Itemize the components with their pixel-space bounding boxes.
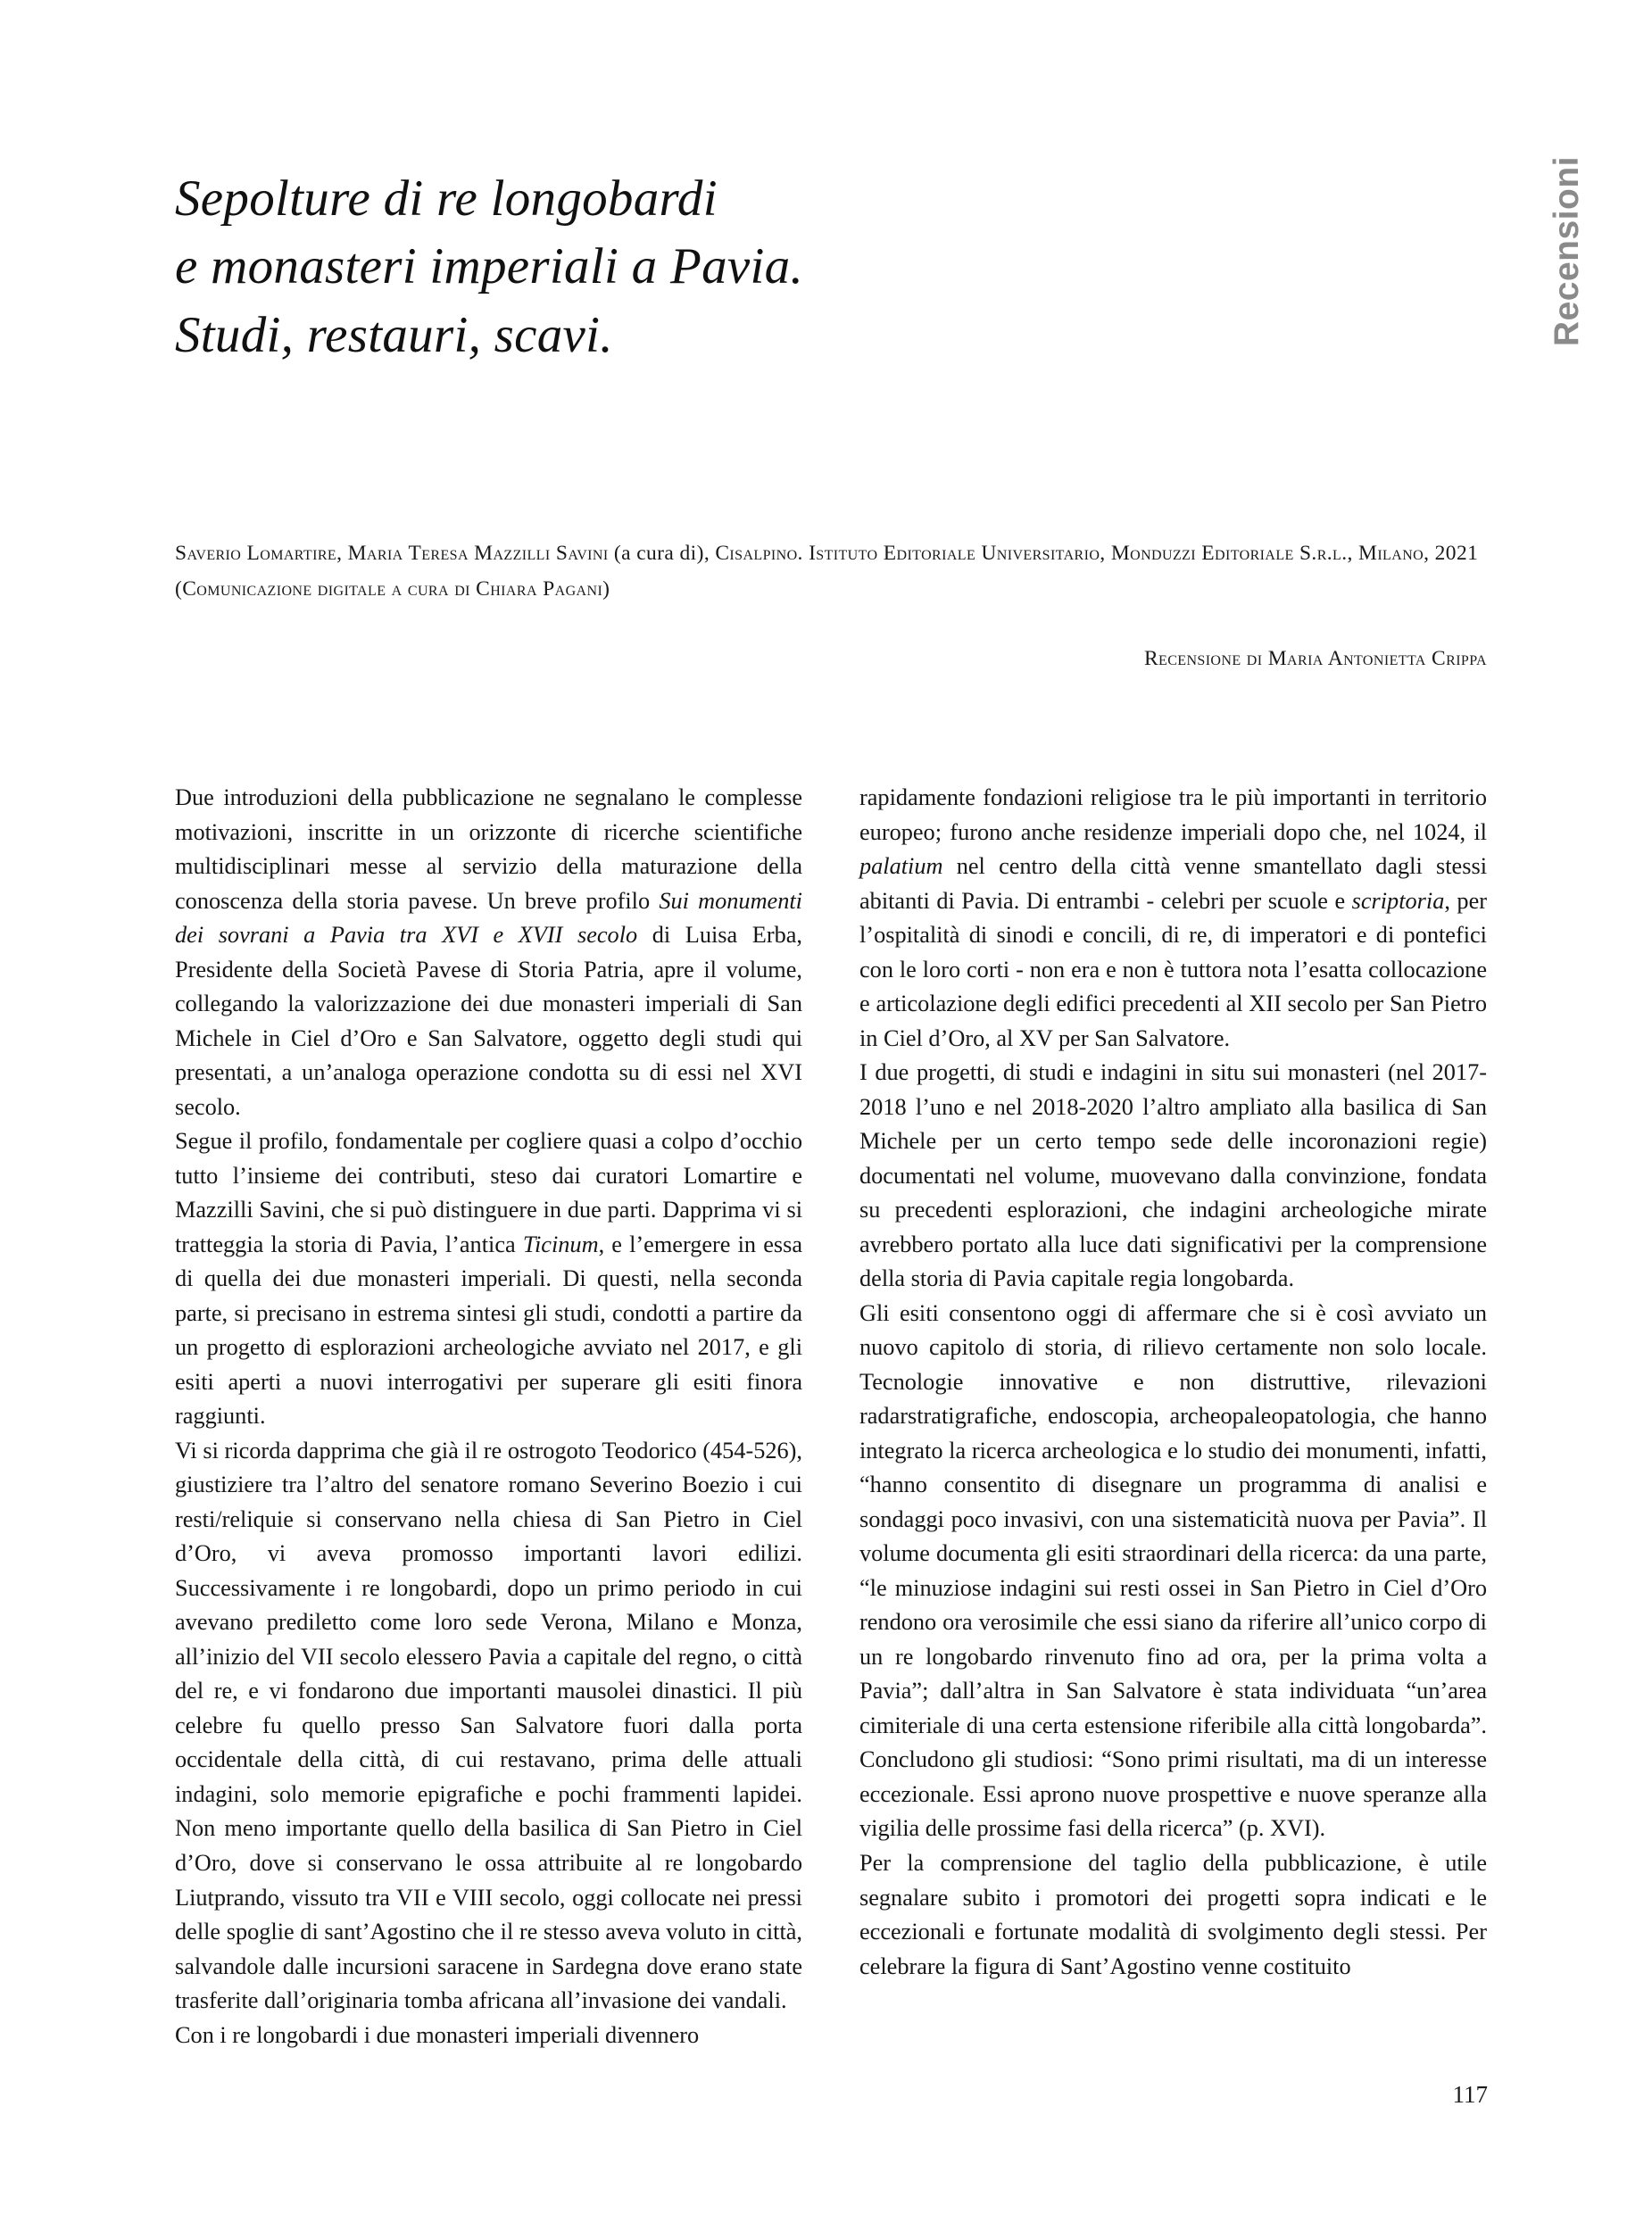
section-tab-label: Recensioni <box>1548 156 1586 347</box>
paragraph: Vi si ricorda dapprima che già il re ostrogoto Teodorico (454-526), giustiziere tra l’altro del senatore romano Severino Boezio i cui resti/reliquie si conservano nella chiesa di San Pietro in Ciel d’Oro, vi aveva promosso importanti lavori edilizi. Successivamente i re longobardi, dopo un primo periodo in cui avevano prediletto come loro sede Verona, Milano e Monza, all’inizio del VII secolo elessero Pavia a capitale del regno, o città del re, e vi fondarono due importanti mausolei dinastici. Il più celebre fu quello presso San Salvatore fuori dalla porta occidentale della città, di cui restavano, prima delle attuali indagini, solo memorie epigrafiche e pochi frammenti lapidei. Non meno importante quello della basilica di San Pietro in Ciel d’Oro, dove si conservano le ossa attribuite al re longobardo Liutprando, vissuto tra VII e VIII secolo, oggi collocate nei pressi delle spoglie di sant’Agostino che il re stesso aveva voluto in città, salvandole dalle incursioni saracene in Sardegna dove erano state trasferite dall’originaria tomba africana all’invasione dei vandali. <box>175 1437 802 2014</box>
paragraph: Con i re longobardi i due monasteri imperiali divennero <box>175 2021 700 2048</box>
bibliographic-reference: Saverio Lomartire, Maria Teresa Mazzilli Savini (a cura di), Cisalpino. Istituto Editoriale Universitario, Monduzzi Editoriale S.r.l., Milano, 2021 (Comunicazione digitale a cura di Chiara Pagani) <box>175 542 1479 601</box>
paragraph: Gli esiti consentono oggi di affermare che si è così avviato un nuovo capitolo di storia, di rilievo certamente non solo locale. Tecnologie innovative e non distruttive, rilevazioni radarstratigrafiche, endoscopia, archeopaleopatologia, che hanno integrato la ricerca archeologica e lo studio dei monumenti, infatti, “hanno consentito di disegnare un programma di analisi e sondaggi poco invasivi, con una sistematicità nuova per Pavia”. Il volume documenta gli esiti straordinari della ricerca: da una parte, “le minuziose indagini sui resti ossei in San Pietro in Ciel d’Oro rendono ora verosimile che essi siano da riferire all’unico corpo di un re longobardo rinvenuto fino ad ora, per la prima volta a Pavia”; dall’altra in San Salvatore è stata individuata “un’area cimiteriale di una certa estensione riferibile alla città longobarda”. Concludono gli studiosi: “Sono primi risultati, ma di un interesse eccezionale. Essi aprono nuove prospettive e nuove speranze alla vigilia delle prossime fasi della ricerca” (p. XVI). <box>859 1299 1487 1842</box>
title-line-3: Studi, restauri, scavi. <box>175 306 613 363</box>
body-text <box>175 781 1487 2052</box>
page-number: 117 <box>1452 2081 1488 2108</box>
paragraph: rapidamente fondazioni religiose tra le più importanti in territorio europeo; furono anche residenze imperiali dopo che, nel 1024, il palatium nel centro della città venne smantellato dagli stessi abitanti di Pavia. Di entrambi - celebri per scuole e scriptoria, per l’ospitalità di sinodi e concili, di re, di imperatori e di pontefici con le loro corti - non era e non è tuttora nota l’esatta collocazione e articolazione degli edifici precedenti al XII secolo per San Pietro in Ciel d’Oro, al XV per San Salvatore. <box>859 784 1487 1051</box>
paragraph: Per la comprensione del taglio della pubblicazione, è utile segnalare subito i promotori dei progetti sopra indicati e le eccezionali e fortunate modalità di svolgimento degli stessi. Per celebrare la figura di Sant’Agostino venne costituito <box>859 1849 1487 1979</box>
section-tab <box>1536 156 1598 477</box>
paragraph: I due progetti, di studi e indagini in situ sui monasteri (nel 2017-2018 l’uno e nel 2018-2020 l’altro ampliato alla basilica di San Michele per un certo tempo sede delle incoronazioni regie) documentati nel volume, muovevano dalla convinzione, fondata su precedenti esplorazioni, che indagini archeologiche mirate avrebbero portato alla luce dati significativi per la comprensione della storia di Pavia capitale regia longobarda. <box>859 1059 1487 1292</box>
reviewer-credit: Recensione di Maria Antonietta Crippa <box>1143 647 1487 670</box>
page-title <box>175 165 1228 369</box>
paragraph: Due introduzioni della pubblicazione ne segnalano le complesse motivazioni, inscritte in un orizzonte di ricerche scientifiche multidisciplinari messe al servizio della maturazione della conoscenza della storia pavese. Un breve profilo Sui monumenti dei sovrani a Pavia tra XVI e XVII secolo di Luisa Erba, Presidente della Società Pavese di Storia Patria, apre il volume, collegando la valorizzazione dei due monasteri imperiali di San Michele in Ciel d’Oro e San Salvatore, oggetto degli studi qui presentati, a un’analoga operazione condotta su di essi nel XVI secolo. <box>175 784 802 1120</box>
title-line-2: e monasteri imperiali a Pavia. <box>175 238 803 295</box>
column-right <box>859 781 1487 2052</box>
title-line-1: Sepolture di re longobardi <box>175 170 718 227</box>
paragraph: Segue il profilo, fondamentale per cogliere quasi a colpo d’occhio tutto l’insieme dei contributi, steso dai curatori Lomartire e Mazzilli Savini, che si può distinguere in due parti. Dapprima vi si tratteggia la storia di Pavia, l’antica Ticinum, e l’emergere in essa di quella dei due monasteri imperiali. Di questi, nella seconda parte, si precisano in estrema sintesi gli studi, condotti a partire da un progetto di esplorazioni archeologiche avviato nel 2017, e gli esiti aperti a nuovi interrogativi per superare gli esiti finora raggiunti. <box>175 1128 803 1430</box>
column-left <box>175 781 802 2052</box>
